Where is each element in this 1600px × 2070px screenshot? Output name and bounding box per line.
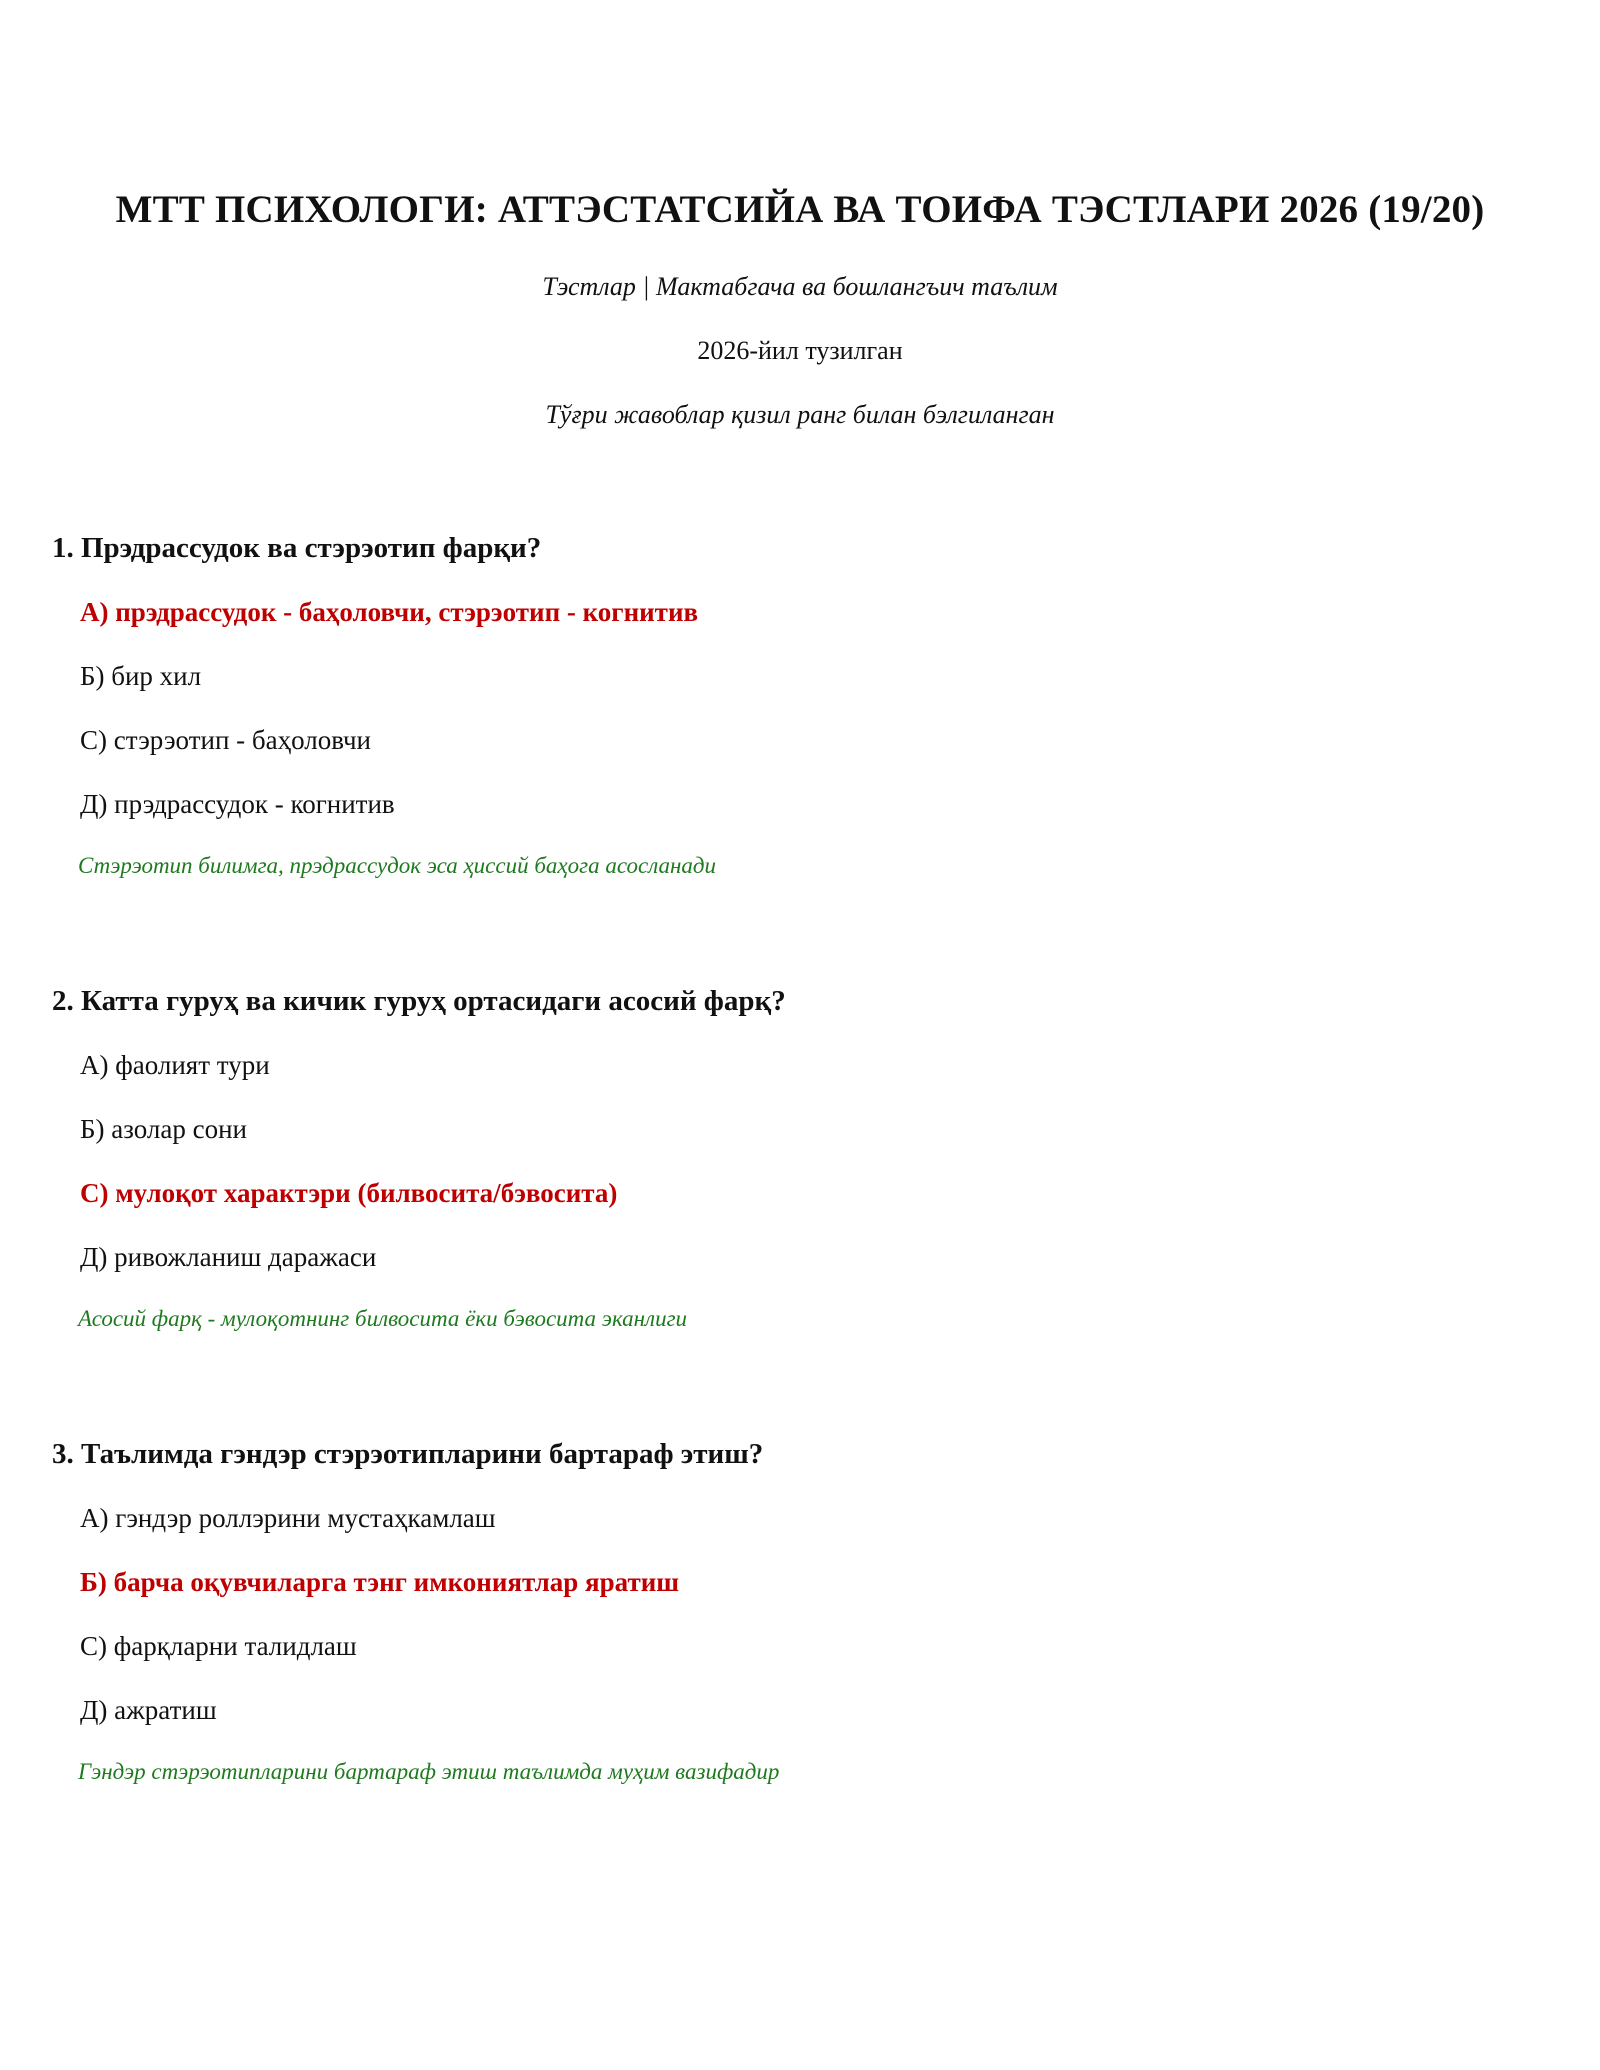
page-subtitle: Тэстлар | Мактабгача ва бошлангъич таълим <box>542 272 1058 301</box>
question-block-1 <box>52 528 1552 884</box>
option-c: С) фарқларни талидлаш <box>80 1631 357 1661</box>
option-b: Б) бир хил <box>80 661 202 691</box>
option-a: А) гэндэр роллэрини мустаҳкамлаш <box>80 1503 496 1533</box>
question-text: 1. Прэдрассудок ва стэрэотип фарқи? <box>52 532 542 564</box>
year-line: 2026-йил тузилган <box>697 336 903 365</box>
page-title: МТТ ПСИХОЛОГИ: АТТЭСТАТСИЙА ВА ТОИФА ТЭСТЛАРИ 2026 (19/20) <box>115 188 1485 231</box>
option-d: Д) ривожланиш даражаси <box>80 1242 377 1272</box>
question-block-3 <box>52 1434 1552 1790</box>
option-a: А) фаолият тури <box>80 1050 270 1080</box>
answer-explanation: Гэндэр стэрэотипларини бартараф этиш таълимда муҳим вазифадир <box>78 1759 780 1784</box>
option-a-correct: А) прэдрассудок - баҳоловчи, стэрэотип - когнитив <box>80 597 699 627</box>
option-d: Д) ажратиш <box>80 1695 217 1725</box>
option-c: С) стэрэотип - баҳоловчи <box>80 725 371 755</box>
question-text: 3. Таълимда гэндэр стэрэотипларини бартараф этиш? <box>52 1438 764 1470</box>
answer-key-note: Тўғри жавоблар қизил ранг билан бэлгиланган <box>545 400 1055 429</box>
answer-explanation: Асосий фарқ - мулоқотнинг билвосита ёки бэвосита эканлиги <box>78 1306 688 1331</box>
option-b-correct: Б) барча оқувчиларга тэнг имкониятлар яратиш <box>80 1567 680 1597</box>
answer-explanation: Стэрэотип билимга, прэдрассудок эса ҳиссий баҳога асосланади <box>78 853 717 878</box>
question-block-2 <box>52 981 1552 1337</box>
option-d: Д) прэдрассудок - когнитив <box>80 789 395 819</box>
option-c-correct: С) мулоқот характэри (билвосита/бэвосита) <box>80 1178 618 1208</box>
question-text: 2. Катта гуруҳ ва кичик гуруҳ ортасидаги асосий фарқ? <box>52 985 786 1017</box>
option-b: Б) азолар сони <box>80 1114 247 1144</box>
